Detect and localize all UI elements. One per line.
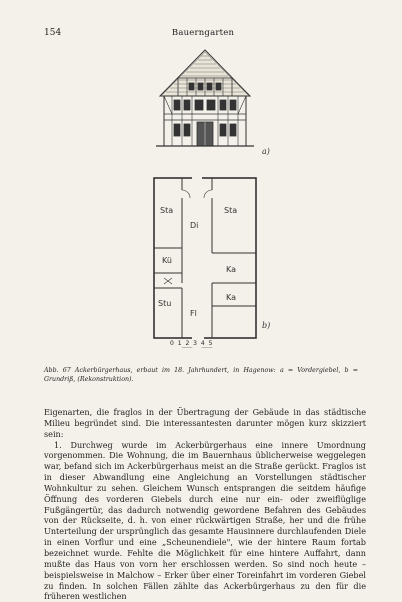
room-di: Di: [190, 221, 199, 230]
figure-67: [120, 48, 290, 348]
room-sta-right: Sta: [224, 206, 238, 215]
paragraph-1: Eigenarten, die fraglos in der Übertragung der Gebäude in das städtische Milieu begründet sind. Die interessantesten darunter mögen kurz skizziert sein:: [44, 407, 366, 439]
figure-label-b: b): [262, 321, 271, 330]
scale-numbers: 0 1 2 3 4 5: [170, 340, 214, 347]
running-head: Bauerngarten: [171, 28, 235, 38]
page-number: 154: [44, 28, 62, 38]
room-ka-lower: Ka: [226, 293, 237, 302]
room-ka-upper: Ka: [226, 265, 237, 274]
figure-label-a: a): [262, 147, 270, 156]
room-stu: Stu: [158, 299, 172, 308]
page-header: [44, 28, 362, 42]
figure-caption: Abb. 67 Ackerbürgerhaus, erbaut im 18. Jahrhundert, in Hagenow: a = Vordergiebel, b = Grundriß, (Rekonstruktion).: [44, 367, 358, 383]
room-ku: Kü: [162, 256, 172, 265]
body-text: [44, 407, 366, 602]
paragraph-2: 1. Durchweg wurde im Ackerbürgerhaus eine innere Umordnung vorgenommen. Die Wohnung, die im Bauernhaus üblicherweise weggelegen war, befand sich im Ackerbürgerhaus meist an die Straße gerückt. Fraglos ist in dieser Abwandlung eine Angleichung an Vorstellungen städtischer Wohnkultur zu sehen. Gleichem Wunsch entsprangen die seitdem häufige Öffnung des vorderen Giebels durch eine nur ein- oder zweiflüglige Fußgängertür, das dadurch notwendig gewordene Befahren des Gebäudes von der Rückseite, d. h. von einer rückwärtigen Straße, her und die frühe Unterteilung der ursprünglich das gesamte Hausinnere durchlaufenden Diele in einen Vorflur und eine „Scheunendiele", wie der hintere Raum fortab bezeichnet wurde. Fehlte die Möglichkeit für eine hintere Auffahrt, dann mußte das Haus von vorn her erschlossen werden. So sind noch heute – beispielsweise in Malchow – Erker über einer Toreinfahrt im vorderen Giebel zu finden. In solchen Fällen zählte das Ackerbürgerhaus zu den für die früheren westlichen: [44, 439, 366, 602]
room-sta-left: Sta: [160, 206, 174, 215]
room-labels: [158, 206, 237, 318]
room-fl: Fl: [190, 309, 197, 318]
house-drawing: [120, 48, 290, 348]
front-gable-elevation: [156, 50, 254, 146]
